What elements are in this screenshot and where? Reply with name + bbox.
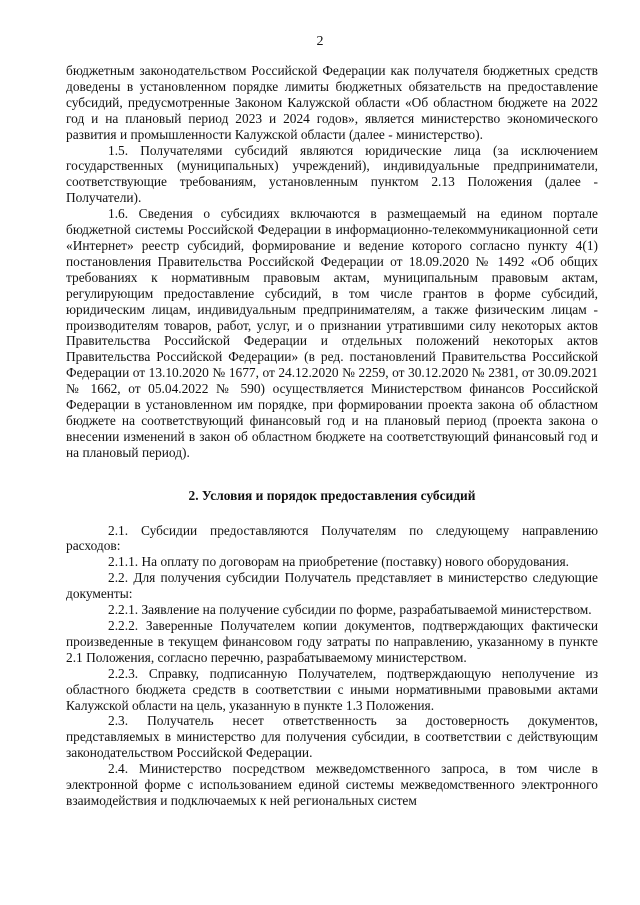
paragraph-2-2-2: 2.2.2. Заверенные Получателем копии документов, подтверждающих фактически произведенные в текущем финансовом году затраты по направлению, указанному в пункте 2.1 Положения, согласно перечню, разрабатываемому министерством. <box>66 618 598 665</box>
paragraph-2-2-1: 2.2.1. Заявление на получение субсидии по форме, разрабатываемой министерством. <box>108 602 592 618</box>
paragraph-1-6: 1.6. Сведения о субсидиях включаются в размещаемый на едином портале бюджетной системы Российской Федерации в информационно-телекоммуникационной сети «Интернет» реестр субсидий, формирование и ведение которого согласно пункту 4(1) постановления Правительства Российской Федерации от 18.09.2020 № 1492 «Об общих требованиях к нормативным правовым актам, муниципальным правовым актам, регулирующим предоставление субсидий, в том числе грантов в форме субсидий, юридическим лицам, индивидуальным предпринимателям, а также физическим лицам - производителям товаров, работ, услуг, и о признании утратившими силу некоторых актов Правительства Российской Федерации и отдельных положений некоторых актов Правительства Российской Федерации» (в ред. постановлений Правительства Российской Федерации от 13.10.2020 № 1677, от 24.12.2020 № 2259, от 30.12.2020 № 2381, от 30.09.2021 № 1662, от 05.04.2022 № 590) осуществляется Министерством финансов Российской Федерации в установленном им порядке, при формировании проекта закона об областном бюджете на соответствующий финансовый год и на плановый период (проекта закона о внесении изменений в закон об областном бюджете на соответствующий финансовый год и на плановый период). <box>66 206 598 460</box>
page-number: 2 <box>316 34 324 49</box>
paragraph-2-4: 2.4. Министерство посредством межведомственного запроса, в том числе в электронной форме с использованием единой системы межведомственного электронного взаимодействия и подключаемых к ней региональных систем <box>66 761 598 808</box>
document-body <box>66 63 598 809</box>
paragraph-2-1: 2.1. Субсидии предоставляются Получателям по следующему направлению расходов: <box>66 522 598 554</box>
paragraph-2-2-3: 2.2.3. Справку, подписанную Получателем, подтверждающую неполучение из областного бюджета средств в соответствии с иными нормативными правовыми актами Калужской области на цель, указанную в пункте 1.3 Положения. <box>66 665 598 713</box>
paragraph-1-5: 1.5. Получателями субсидий являются юридические лица (за исключением государственных (муниципальных) учреждений), индивидуальные предприниматели, соответствующие требованиям, установленным пунктом 2.13 Положения (далее - Получатели). <box>66 142 598 206</box>
paragraph-2-2: 2.2. Для получения субсидии Получатель представляет в министерство следующие документы: <box>66 570 598 602</box>
paragraph-2-1-1: 2.1.1. На оплату по договорам на приобретение (поставку) нового оборудования. <box>108 554 570 570</box>
section-heading: 2. Условия и порядок предоставления субсидий <box>188 487 476 503</box>
paragraph-2-3: 2.3. Получатель несет ответственность за достоверность документов, представляемых в министерство для получения субсидии, в соответствии с действующим законодательством Российской Федерации. <box>66 713 598 761</box>
paragraph-1-4-continuation: бюджетным законодательством Российской Федерации как получателя бюджетных средств доведены в установленном порядке лимиты бюджетных обязательств на предоставление субсидий, предусмотренные Законом Калужской области «Об областном бюджете на 2022 год и на плановый период 2023 и 2024 годов», является министерство экономического развития и промышленности Калужской области (далее - министерство). <box>66 63 598 142</box>
